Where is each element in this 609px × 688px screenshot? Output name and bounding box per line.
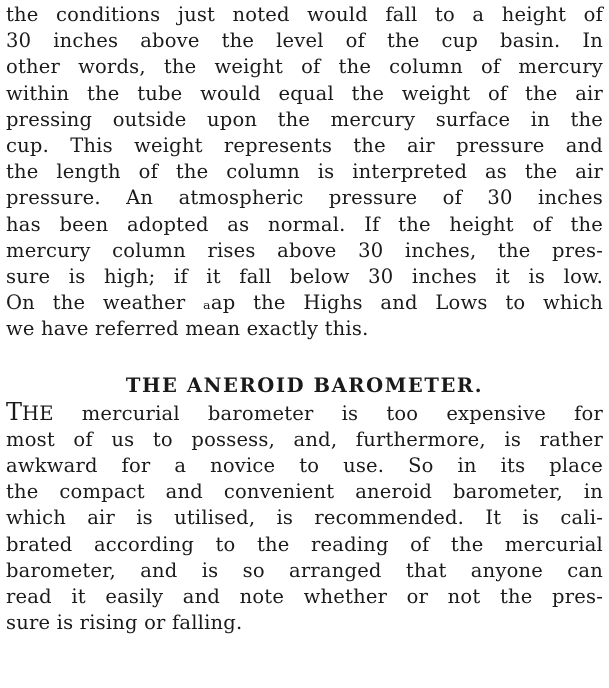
paragraph-line: the length of the column is interpreted as the air bbox=[6, 160, 603, 184]
paragraph-line: sure is high; if it fall below 30 inches it is low. bbox=[6, 265, 603, 289]
first-line-text: HE mercurial barometer is too expensive for bbox=[22, 401, 603, 425]
paragraph-line: barometer, and is so arranged that anyone can bbox=[6, 558, 603, 582]
drop-cap: T bbox=[6, 397, 23, 426]
paragraph-line: other words, the weight of the column of mercury bbox=[6, 55, 603, 79]
paragraph-line: sure is rising or falling. bbox=[6, 611, 243, 635]
paragraph-line: 30 inches above the level of the cup basin. In bbox=[6, 29, 603, 53]
paragraph-line: has been adopted as normal. If the height of the bbox=[6, 212, 603, 236]
paragraph-line: within the tube would equal the weight of the air bbox=[6, 81, 603, 105]
paragraph-first-line bbox=[6, 397, 603, 427]
paragraph-line: On the weather ₐap the Highs and Lows to which bbox=[6, 291, 603, 315]
paragraph-line: read it easily and note whether or not the pres- bbox=[6, 585, 603, 609]
paragraph-line: mercury column rises above 30 inches, the pres- bbox=[6, 238, 603, 262]
paragraph-line: pressure. An atmospheric pressure of 30 inches bbox=[6, 186, 603, 210]
paragraph-line: brated according to the reading of the mercurial bbox=[6, 532, 603, 556]
paragraph-line: cup. This weight represents the air pressure and bbox=[6, 134, 603, 158]
paragraph-line: which air is utilised, is recommended. It is cali- bbox=[6, 506, 603, 530]
paragraph-line: pressing outside upon the mercury surface in the bbox=[6, 107, 603, 131]
paragraph-1 bbox=[6, 2, 603, 343]
paragraph-line: we have referred mean exactly this. bbox=[6, 317, 369, 341]
paragraph-line: the compact and convenient aneroid barometer, in bbox=[6, 480, 603, 504]
paragraph-line: the conditions just noted would fall to a height of bbox=[6, 3, 603, 26]
paragraph-2 bbox=[6, 397, 603, 637]
section-heading: THE ANEROID BAROMETER. bbox=[125, 373, 484, 397]
paragraph-line: awkward for a novice to use. So in its place bbox=[6, 454, 603, 478]
paragraph-line: most of us to possess, and, furthermore, is rather bbox=[6, 427, 603, 451]
